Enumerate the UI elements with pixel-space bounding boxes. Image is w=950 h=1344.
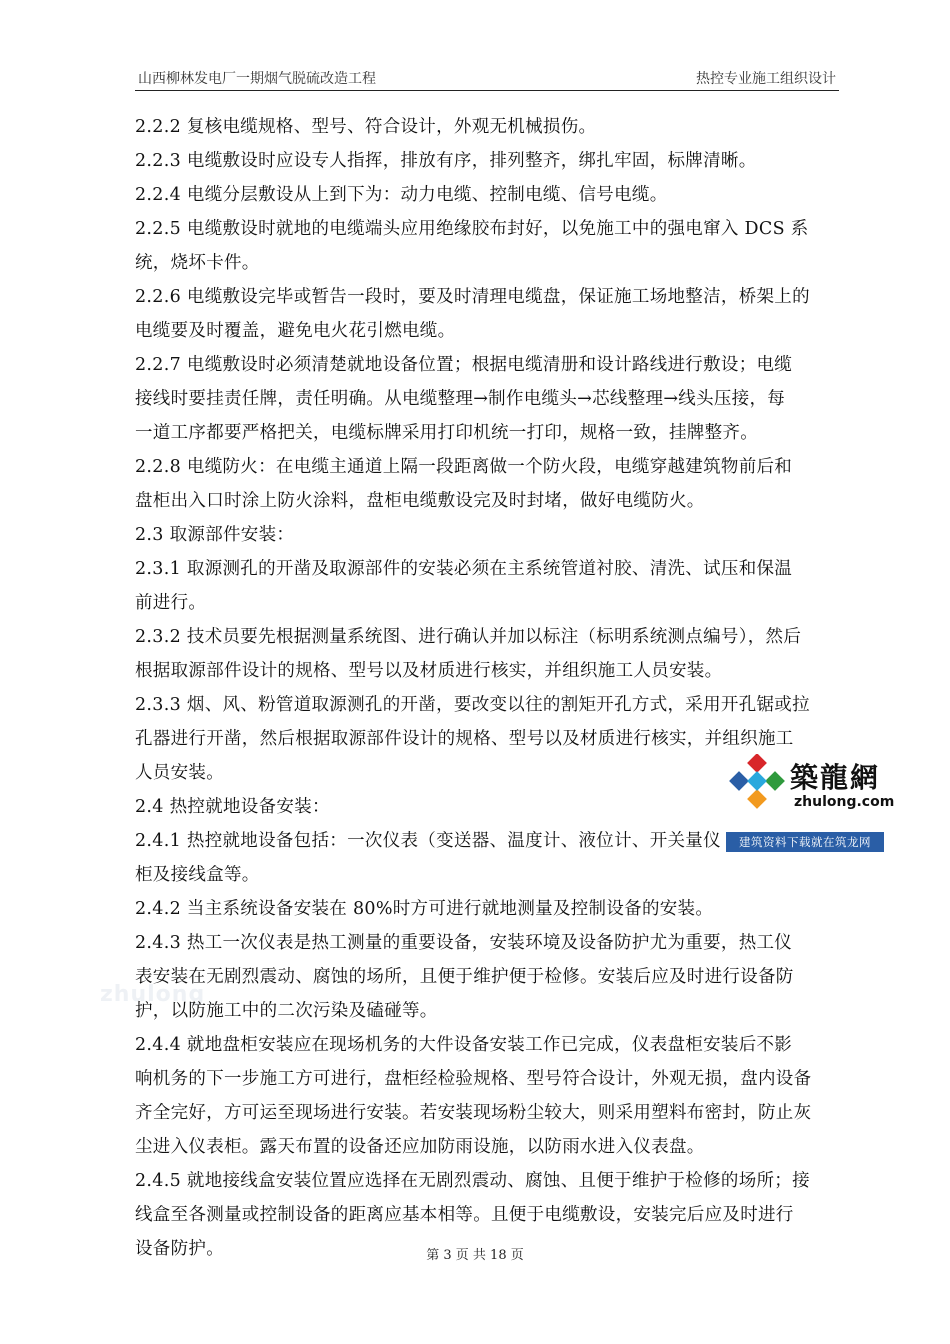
paragraph [135, 212, 839, 280]
text-line: 统，烧坏卡件。 [135, 253, 260, 273]
text-line: 前进行。 [135, 593, 207, 613]
paragraph [135, 892, 839, 926]
page-footer: 第 3 页 共 18 页 [426, 1248, 524, 1263]
document-body [135, 110, 839, 1266]
text-line: 2.4 热控就地设备安装： [135, 797, 330, 817]
text-line: 表安装在无剧烈震动、腐蚀的场所，且便于维护便于检修。安装后应及时进行设备防 [135, 967, 794, 987]
text-line: 根据取源部件设计的规格、型号以及材质进行核实，并组织施工人员安装。 [135, 661, 723, 681]
text-line: 齐全完好，方可运至现场进行安装。若安装现场粉尘较大，则采用塑料布密封，防止灰 [135, 1103, 812, 1123]
text-line: 线盒至各测量或控制设备的距离应基本相等。且便于电缆敷设，安装完后应及时进行 [135, 1205, 794, 1225]
text-line: 2.3.1 取源测孔的开凿及取源部件的安装必须在主系统管道衬胶、清洗、试压和保温 [135, 559, 793, 579]
text-line: 电缆要及时覆盖，避免电火花引燃电缆。 [135, 321, 456, 341]
paragraph [135, 178, 839, 212]
text-line: 人员安装。 [135, 763, 224, 783]
zhulong-logo-icon [728, 754, 786, 812]
text-line: 设备防护。 [135, 1239, 224, 1259]
text-line: 孔器进行开凿，然后根据取源部件设计的规格、型号以及材质进行核实，并组织施工 [135, 729, 794, 749]
watermark-text: zhulong [100, 982, 206, 1007]
text-line: 一道工序都要严格把关，电缆标牌采用打印机统一打印，规格一致，挂牌整齐。 [135, 423, 758, 443]
paragraph [135, 110, 839, 144]
paragraph [135, 620, 839, 688]
logo-domain: zhulong.com [794, 794, 895, 810]
text-line: 2.2.2 复核电缆规格、型号、符合设计，外观无机械损伤。 [135, 117, 597, 137]
text-line: 2.2.8 电缆防火：在电缆主通道上隔一段距离做一个防火段，电缆穿越建筑物前后和 [135, 457, 793, 477]
paragraph [135, 926, 839, 1028]
text-line: 2.4.3 热工一次仪表是热工测量的重要设备，安装环境及设备防护尤为重要，热工仪 [135, 933, 793, 953]
logo-slogan-banner: 建筑资料下载就在筑龙网 [726, 832, 884, 852]
paragraph [135, 1028, 839, 1164]
text-line: 柜及接线盒等。 [135, 865, 260, 885]
zhulong-logo[interactable] [724, 752, 895, 856]
text-line: 2.3.2 技术员要先根据测量系统图、进行确认并加以标注（标明系统测点编号），然后 [135, 627, 802, 647]
header-project-title: 山西柳林发电厂一期烟气脱硫改造工程 [138, 71, 376, 87]
text-line: 2.2.5 电缆敷设时就地的电缆端头应用绝缘胶布封好，以免施工中的强电窜入 DCS 系 [135, 219, 809, 239]
paragraph [135, 144, 839, 178]
text-line: 盘柜出入口时涂上防火涂料，盘柜电缆敷设完及时封堵，做好电缆防火。 [135, 491, 705, 511]
text-line: 2.3 取源部件安装： [135, 525, 295, 545]
header-document-title: 热控专业施工组织设计 [696, 71, 836, 87]
paragraph [135, 280, 839, 348]
text-line: 护，以防施工中的二次污染及磕碰等。 [135, 1001, 438, 1021]
text-line: 2.3.3 烟、风、粉管道取源测孔的开凿，要改变以往的割矩开孔方式，采用开孔锯或拉 [135, 695, 810, 715]
text-line: 2.2.3 电缆敷设时应设专人指挥，排放有序，排列整齐，绑扎牢固，标牌清晰。 [135, 151, 757, 171]
page-header [135, 66, 839, 91]
paragraph [135, 348, 839, 450]
text-line: 响机务的下一步施工方可进行，盘柜经检验规格、型号符合设计，外观无损，盘内设备 [135, 1069, 812, 1089]
text-line: 尘进入仪表柜。露天布置的设备还应加防雨设施，以防雨水进入仪表盘。 [135, 1137, 705, 1157]
paragraph [135, 450, 839, 518]
logo-name-cn: 築龍網 [790, 761, 881, 794]
paragraph [135, 552, 839, 620]
text-line: 接线时要挂责任牌，责任明确。从电缆整理→制作电缆头→芯线整理→线头压接，每 [135, 389, 786, 409]
text-line: 2.2.4 电缆分层敷设从上到下为：动力电缆、控制电缆、信号电缆。 [135, 185, 668, 205]
text-line: 2.4.1 热控就地设备包括：一次仪表（变送器、温度计、液位计、开关量仪 [135, 831, 721, 851]
paragraph [135, 518, 839, 552]
text-line: 2.4.4 就地盘柜安装应在现场机务的大件设备安装工作已完成，仪表盘柜安装后不影 [135, 1035, 793, 1055]
text-line: 2.2.7 电缆敷设时必须清楚就地设备位置；根据电缆清册和设计路线进行敷设；电缆 [135, 355, 793, 375]
text-line: 2.2.6 电缆敷设完毕或暂告一段时，要及时清理电缆盘，保证施工场地整洁，桥架上的 [135, 287, 810, 307]
text-line: 2.4.2 当主系统设备安装在 80%时方可进行就地测量及控制设备的安装。 [135, 899, 714, 919]
text-line: 2.4.5 就地接线盒安装位置应选择在无剧烈震动、腐蚀、且便于维护于检修的场所；接 [135, 1171, 810, 1191]
